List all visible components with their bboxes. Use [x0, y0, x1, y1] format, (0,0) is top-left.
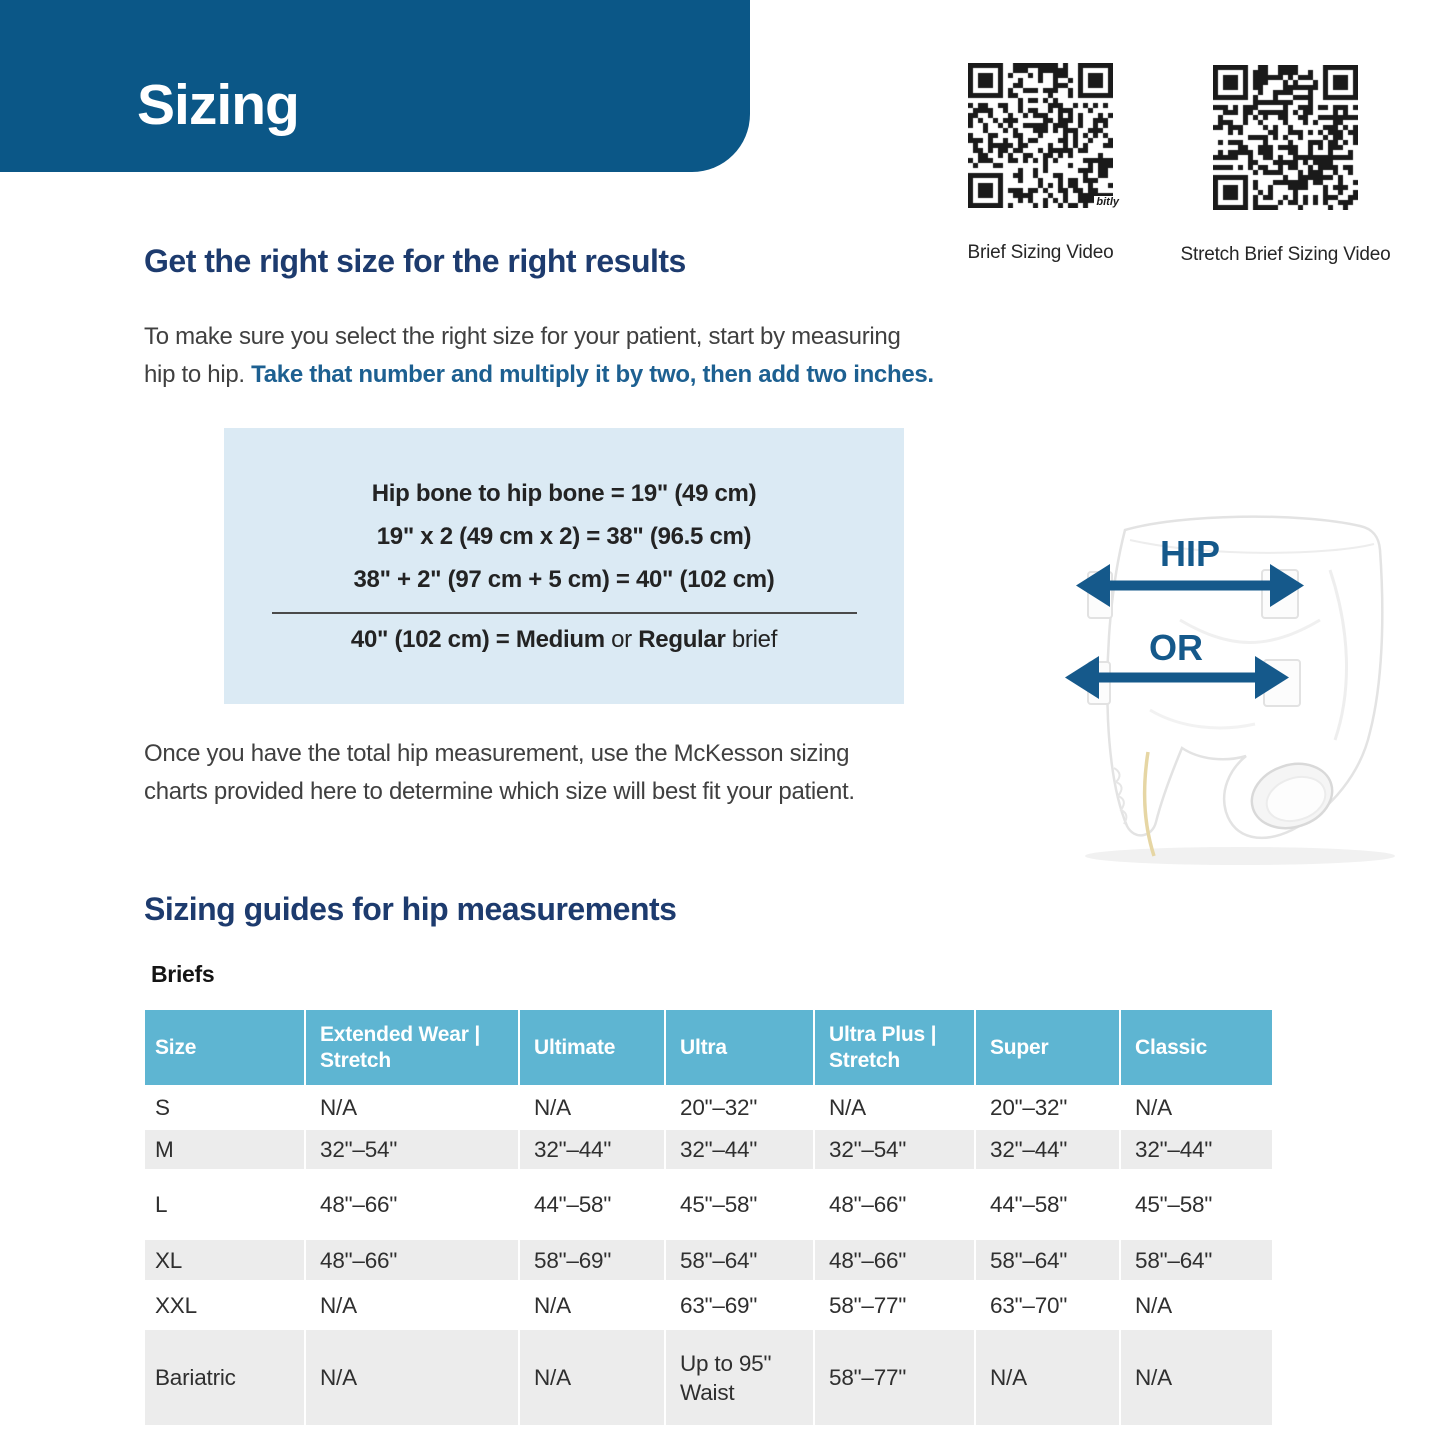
result-suffix: brief [725, 626, 778, 653]
table-cell: 48"–66" [815, 1240, 974, 1280]
qr-image [968, 63, 1113, 208]
table-cell: 58"–64" [976, 1240, 1119, 1280]
table-cell: 32"–44" [666, 1130, 813, 1169]
table-cell: 32"–44" [1121, 1130, 1272, 1169]
table-cell: N/A [520, 1087, 664, 1128]
table-cell: 58"–69" [520, 1240, 664, 1280]
header-cell-extended-wear: Extended Wear | Stretch [306, 1010, 518, 1085]
section-heading-sizing-guides: Sizing guides for hip measurements [144, 891, 677, 927]
intro-line2-bold: Take that number and multiply it by two, then add two inches. [251, 361, 934, 388]
table-cell: 48"–66" [306, 1240, 518, 1280]
intro-paragraph [144, 318, 1064, 394]
or-label: OR [1149, 627, 1203, 668]
example-line-3: 38" + 2" (97 cm + 5 cm) = 40" (102 cm) [353, 566, 775, 593]
table-cell: 32"–54" [306, 1130, 518, 1169]
table-cell: N/A [306, 1330, 518, 1425]
table-cell: 45"–58" [1121, 1171, 1272, 1238]
example-box [224, 428, 904, 704]
table-cell: N/A [1121, 1282, 1272, 1328]
table-cell: 20"–32" [976, 1087, 1119, 1128]
header-cell-ultra-plus: Ultra Plus | Stretch [815, 1010, 974, 1085]
table-cell: N/A [520, 1282, 664, 1328]
table-cell: 58"–64" [1121, 1240, 1272, 1280]
example-divider [272, 612, 857, 614]
result-regular: Regular [638, 626, 726, 653]
row-label: Bariatric [145, 1330, 304, 1425]
table-cell: 48"–66" [306, 1171, 518, 1238]
table-subheading-briefs: Briefs [151, 961, 215, 987]
table-cell: N/A [520, 1330, 664, 1425]
row-label: L [145, 1171, 304, 1238]
result-prefix: 40" (102 cm) = [350, 626, 516, 653]
qr-image [1213, 65, 1358, 210]
table-cell: 32"–44" [520, 1130, 664, 1169]
example-line-1: Hip bone to hip bone = 19" (49 cm) [371, 480, 757, 507]
example-line-2: 19" x 2 (49 cm x 2) = 38" (96.5 cm) [376, 523, 752, 550]
header-cell-ultra: Ultra [666, 1010, 813, 1085]
qr-code-stretch-brief-sizing [1213, 65, 1358, 210]
outro-line1: Once you have the total hip measurement, use the McKesson sizing [144, 740, 850, 767]
table-cell: 32"–54" [815, 1130, 974, 1169]
brief-illustration [1030, 500, 1445, 870]
qr-caption-brief: Brief Sizing Video [967, 242, 1114, 263]
header-cell-classic: Classic [1121, 1010, 1272, 1085]
table-cell: 44"–58" [976, 1171, 1119, 1238]
table-cell: Up to 95" Waist [666, 1330, 813, 1425]
table-cell: N/A [1121, 1330, 1272, 1425]
row-label: M [145, 1130, 304, 1169]
intro-line2-prefix: hip to hip. [144, 361, 252, 388]
briefs-sizing-table [145, 1010, 1272, 1425]
result-or: or [604, 626, 639, 653]
table-cell: 20"–32" [666, 1087, 813, 1128]
page-title: Sizing [137, 73, 299, 137]
bitly-logo: bitly [1096, 196, 1119, 208]
outro-paragraph [144, 735, 1064, 811]
row-label: XXL [145, 1282, 304, 1328]
outro-line2: charts provided here to determine which size will best fit your patient. [144, 778, 855, 805]
brief-diagram-svg [1030, 500, 1445, 870]
qr-caption-stretch: Stretch Brief Sizing Video [1180, 244, 1391, 265]
brief-shadow [1085, 847, 1395, 865]
header-cell-size: Size [145, 1010, 304, 1085]
example-result [224, 626, 904, 654]
header-cell-ultimate: Ultimate [520, 1010, 664, 1085]
table-cell: 63"–69" [666, 1282, 813, 1328]
table-cell: 45"–58" [666, 1171, 813, 1238]
table-cell: N/A [976, 1330, 1119, 1425]
qr-code-brief-sizing [968, 63, 1119, 208]
page-banner [0, 0, 750, 172]
hip-label: HIP [1159, 533, 1221, 574]
header-cell-super: Super [976, 1010, 1119, 1085]
table-cell: N/A [306, 1087, 518, 1128]
table-cell: 63"–70" [976, 1282, 1119, 1328]
table-cell: 58"–64" [666, 1240, 813, 1280]
table-cell: N/A [815, 1087, 974, 1128]
intro-line1: To make sure you select the right size for your patient, start by measuring [144, 323, 901, 350]
table-cell: N/A [306, 1282, 518, 1328]
table-cell: 58"–77" [815, 1330, 974, 1425]
result-medium: Medium [515, 626, 605, 653]
table-cell: 48"–66" [815, 1171, 974, 1238]
table-cell: N/A [1121, 1087, 1272, 1128]
row-label: XL [145, 1240, 304, 1280]
row-label: S [145, 1087, 304, 1128]
table-cell: 32"–44" [976, 1130, 1119, 1169]
table-cell: 44"–58" [520, 1171, 664, 1238]
section-heading-right-size: Get the right size for the right results [144, 243, 686, 279]
table-cell: 58"–77" [815, 1282, 974, 1328]
